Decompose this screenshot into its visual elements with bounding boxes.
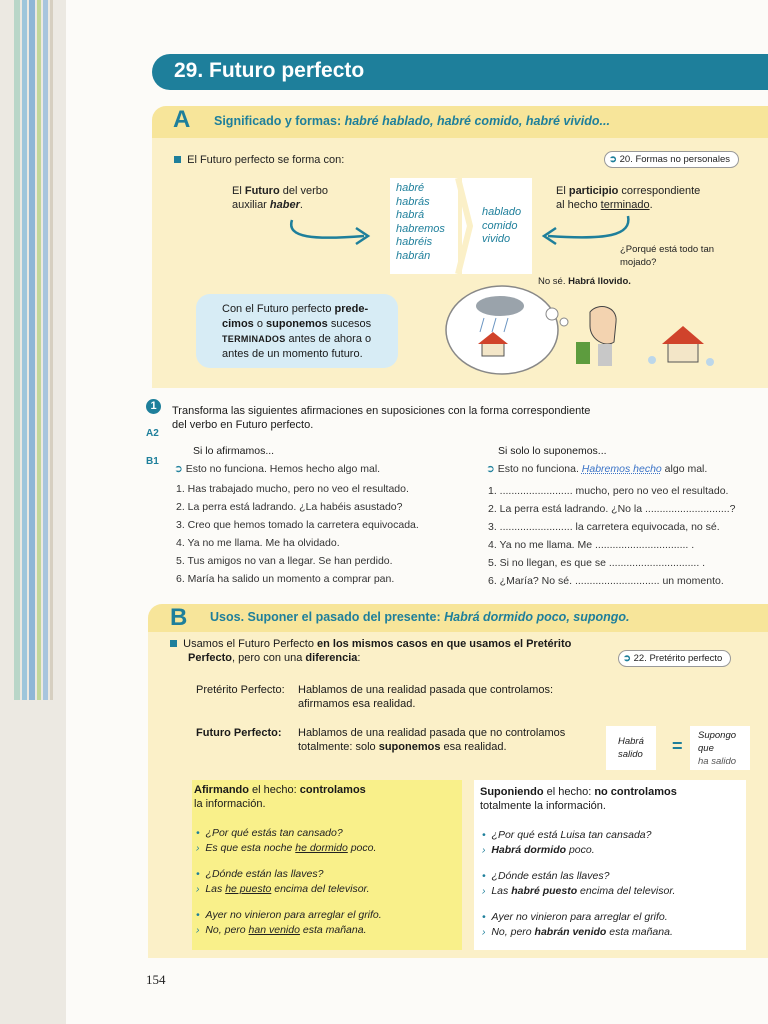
participle: vivido xyxy=(482,233,511,245)
afirmando-heading: Afirmando el hecho: controlamos la información. xyxy=(194,784,366,810)
arrow-right-icon: ➲ xyxy=(609,154,617,165)
list-item: 2. La perra está ladrando. ¿La habéis asustado? xyxy=(176,501,403,513)
haber-form: habrá xyxy=(396,209,425,221)
dialog-answer: › Habrá dormido poco. xyxy=(482,843,595,856)
section-b-title: Usos. Suponer el pasado del presente: Habrá dormido poco, supongo. xyxy=(210,610,630,624)
section-a-title-em: habré hablado, habré comido, habré vivido... xyxy=(344,114,610,128)
info-box: Con el Futuro perfecto prede- cimos o suponemos sucesos TERMINADOS antes de ahora o antes de un momento futuro. xyxy=(196,294,398,368)
ref-formas-no-personales[interactable] xyxy=(604,151,739,168)
haber-form: habrás xyxy=(396,195,430,208)
dialog-question: • ¿Dónde están las llaves? xyxy=(196,868,324,880)
ref-label: 22. Pretérito perfecto xyxy=(633,653,723,664)
participle: comido xyxy=(482,219,518,232)
example-left: ➲ Esto no funciona. Hemos hecho algo mal. xyxy=(174,463,381,475)
equals-sign: = xyxy=(672,736,683,756)
equation-right: Supongo que ha salido xyxy=(690,726,750,770)
haber-form: habrán xyxy=(396,249,431,262)
section-a-bullet xyxy=(174,153,344,167)
page-edge-stripes xyxy=(0,0,66,1024)
dialog-question: • Ayer no vinieron para arreglar el grifo. xyxy=(196,909,382,921)
fill-blank-item[interactable]: 1. ......................... mucho, pero no veo el resultado. xyxy=(488,485,729,497)
dialog-answer: › Las he puesto encima del televisor. xyxy=(196,882,370,895)
rain-illustration xyxy=(440,282,720,382)
chevron-divider-icon xyxy=(454,178,474,274)
page-number: 154 xyxy=(146,972,166,987)
dialog-question: • ¿Dónde están las llaves? xyxy=(482,870,610,882)
haber-form: habré xyxy=(396,182,425,194)
exercise-instruction: Transforma las siguientes afirmaciones en suposiciones con la forma correspondiente del verbo en Futuro perfecto. xyxy=(172,405,591,431)
afirmando-examples xyxy=(196,826,458,937)
dialog-question: • ¿Por qué estás tan cansado? xyxy=(196,827,343,839)
section-b-bullet: Usamos el Futuro Perfecto en los mismos casos en que usamos el Pretérito Perfecto, pero con una diferencia: xyxy=(170,637,610,665)
bullet-square-icon xyxy=(174,156,181,163)
suposiciones-list xyxy=(488,484,766,592)
section-a-title xyxy=(214,114,610,128)
section-a-title-plain: Significado y formas: xyxy=(214,114,345,128)
level-badge: A2 xyxy=(146,428,159,439)
arrow-right-curved-icon xyxy=(284,216,374,246)
preterito-definition: Hablamos de una realidad pasada que controlamos: afirmamos esa realidad. xyxy=(298,684,553,710)
list-item: 3. Creo que hemos tomado la carretera equivocada. xyxy=(176,519,419,531)
fill-blank-item[interactable]: 4. Ya no me llama. Me ................................ . xyxy=(488,539,695,551)
list-item: 6. María ha salido un momento a comprar pan. xyxy=(176,573,395,585)
example-right: ➲ Esto no funciona. Habremos hecho algo mal. xyxy=(486,463,708,475)
fill-blank-item[interactable]: 6. ¿María? No sé. ............................. un momento. xyxy=(488,575,724,587)
list-item: 4. Ya no me llama. Me ha olvidado. xyxy=(176,537,340,549)
ref-preterito-perfecto[interactable] xyxy=(618,650,731,667)
participle: hablado xyxy=(482,206,522,218)
arrow-right-icon: ➲ xyxy=(174,463,183,475)
chapter-title: 29. Futuro perfecto xyxy=(174,59,365,82)
speech-answer: No sé. Habrá llovido. xyxy=(538,276,631,287)
section-a-bullet-text: El Futuro perfecto se forma con: xyxy=(187,154,345,166)
futuro-label: Futuro Perfecto: xyxy=(196,727,282,739)
dialog-answer: › Es que esta noche he dormido poco. xyxy=(196,841,377,854)
dialog-answer: › Las habré puesto encima del televisor. xyxy=(482,884,676,897)
haber-forms-box xyxy=(390,178,458,274)
level-badge: B1 xyxy=(146,456,159,467)
dialog-question: • ¿Por qué está Luisa tan cansada? xyxy=(482,829,652,841)
futuro-definition: Hablamos de una realidad pasada que no controlamos totalmente: solo suponemos esa realidad. xyxy=(298,727,566,753)
fill-blank-item[interactable]: 3. ......................... la carretera equivocada, no sé. xyxy=(488,521,720,533)
haber-form: habremos xyxy=(396,222,445,235)
preterito-label: Pretérito Perfecto: xyxy=(196,684,285,696)
futuro-haber-note: El Futuro del verbo auxiliar haber. xyxy=(232,185,328,211)
afirmaciones-list xyxy=(176,482,476,590)
col-header-suponemos: Si solo lo suponemos... xyxy=(498,445,607,457)
haber-form: habréis xyxy=(396,236,433,248)
list-item: 5. Tus amigos no van a llegar. Se han perdido. xyxy=(176,555,393,567)
dialog-question: • Ayer no vinieron para arreglar el grifo. xyxy=(482,911,668,923)
fill-blank-item[interactable]: 2. La perra está ladrando. ¿No la .............................? xyxy=(488,503,736,515)
equation-left: Habrá salido xyxy=(606,726,656,770)
dialog-answer: › No, pero habrán venido esta mañana. xyxy=(482,925,673,938)
suponiendo-heading: Suponiendo el hecho: no controlamos totalmente la información. xyxy=(480,786,677,812)
fill-blank-item[interactable]: 5. Si no llegan, es que se ............................... . xyxy=(488,557,706,569)
section-a-letter: A xyxy=(173,106,191,133)
list-item: 1. Has trabajado mucho, pero no veo el resultado. xyxy=(176,483,409,495)
section-b-letter: B xyxy=(170,604,188,631)
exercise-number: 1 xyxy=(146,399,161,414)
ref-label: 20. Formas no personales xyxy=(619,154,730,165)
col-header-afirmamos: Si lo afirmamos... xyxy=(193,445,275,457)
dialog-answer: › No, pero han venido esta mañana. xyxy=(196,923,367,936)
arrow-right-icon: ➲ xyxy=(623,653,631,664)
arrow-right-icon: ➲ xyxy=(486,463,495,475)
participio-note: El participio correspondiente al hecho terminado. xyxy=(556,185,701,211)
speech-question: ¿Porqué está todo tan mojado? xyxy=(620,244,715,268)
bullet-square-icon xyxy=(170,640,177,647)
suponiendo-examples xyxy=(482,828,744,939)
